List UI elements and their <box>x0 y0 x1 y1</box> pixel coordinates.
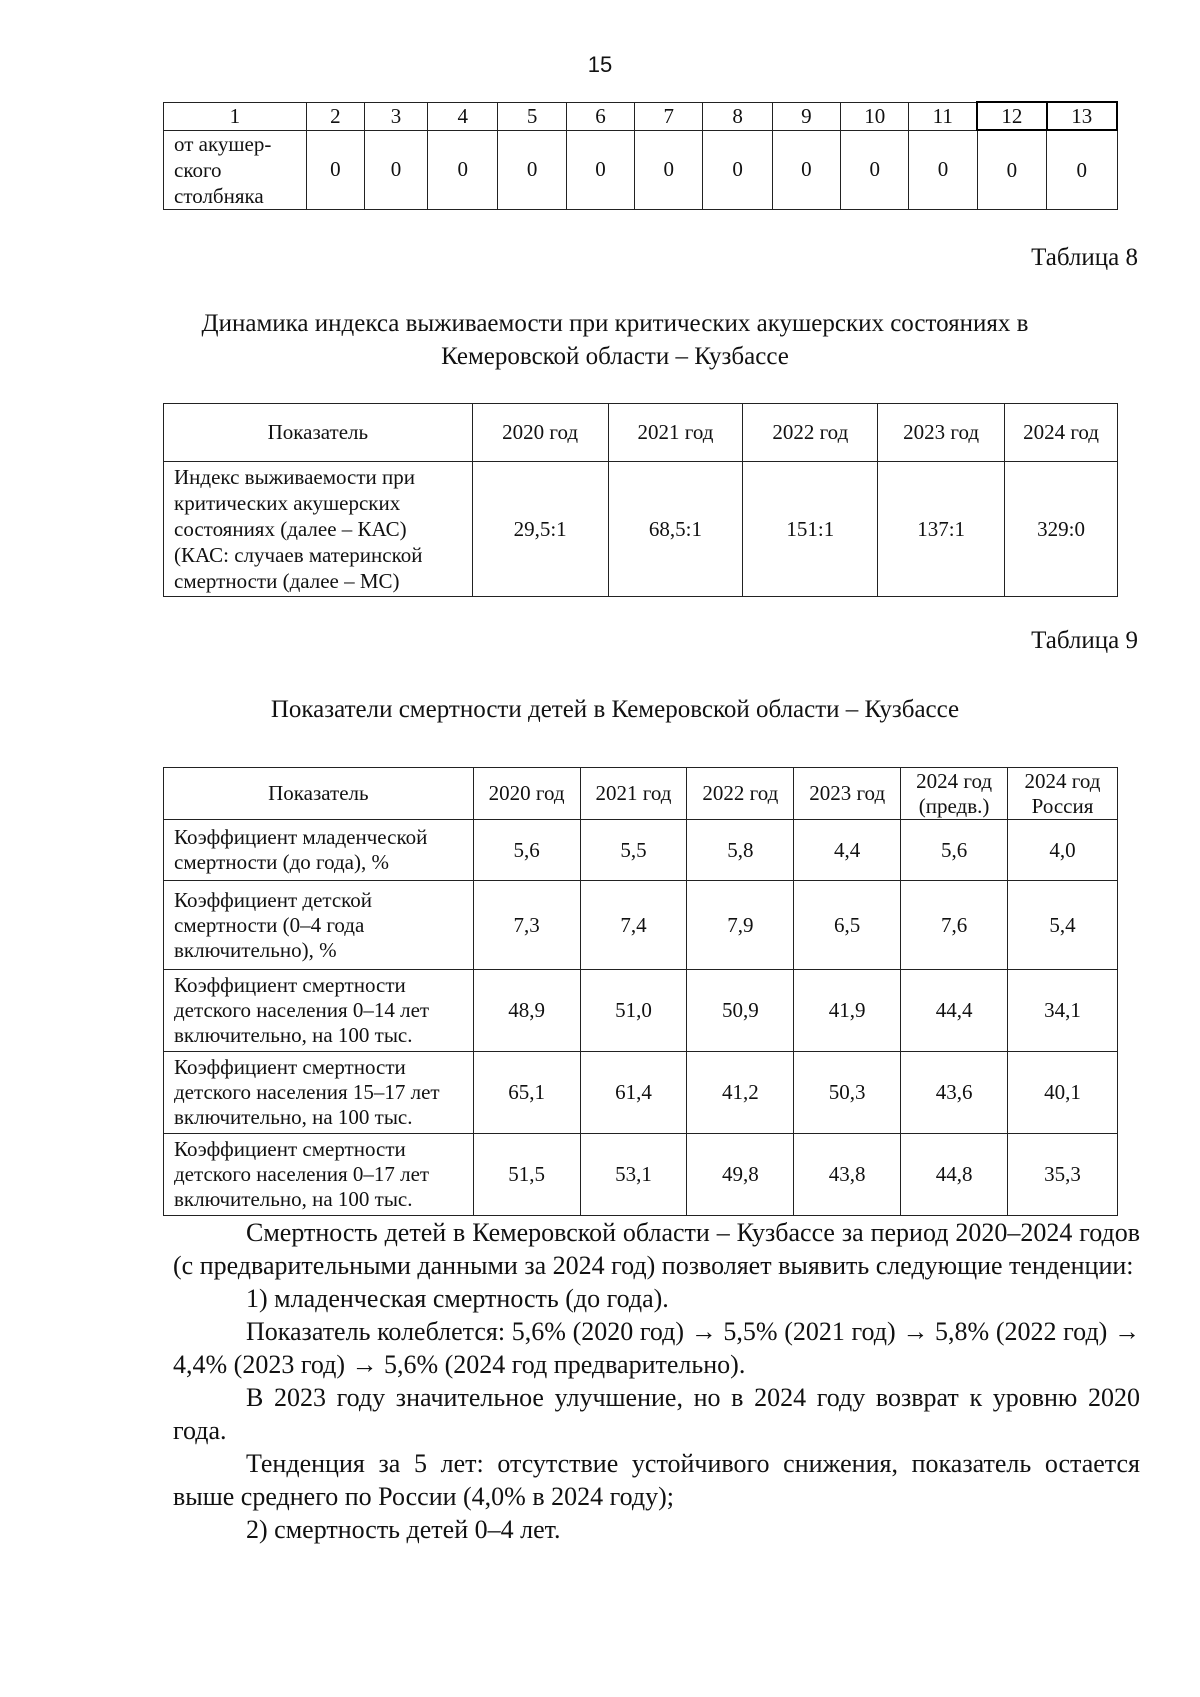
table-cell: 0 <box>1047 130 1117 210</box>
table-row <box>164 130 1118 210</box>
row-label: Коэффициент смертности детского населения 0–17 лет включительно, на 100 тыс. <box>164 1134 474 1216</box>
table-cell: 5,6 <box>473 820 580 881</box>
col-header: 3 <box>364 102 427 130</box>
table9-caption: Таблица 9 <box>1031 627 1138 654</box>
table-cell: 5,4 <box>1008 881 1118 970</box>
table-cell: 35,3 <box>1008 1134 1118 1216</box>
table-cell: 5,6 <box>901 820 1008 881</box>
row-label: Коэффициент смертности детского населения 15–17 лет включительно, на 100 тыс. <box>164 1052 474 1134</box>
table8-caption: Таблица 8 <box>1031 244 1138 271</box>
table-cell: 50,3 <box>794 1052 901 1134</box>
col-header: 12 <box>977 102 1046 130</box>
row-label: Коэффициент смертности детского населения 0–14 лет включительно, на 100 тыс. <box>164 970 474 1052</box>
table-cell: 7,6 <box>901 881 1008 970</box>
table-row <box>164 881 1118 970</box>
paragraph: Смертность детей в Кемеровской области – Кузбассе за период 2020–2024 годов (с предварительными данными за 2024 год) позволяет выявить следующие тенденции: <box>173 1218 1140 1280</box>
table-cell: 44,8 <box>901 1134 1008 1216</box>
table-cell: 0 <box>703 130 772 210</box>
table-cell: 6,5 <box>794 881 901 970</box>
table-row <box>164 462 1118 597</box>
col-header: 13 <box>1047 102 1117 130</box>
col-header: 7 <box>635 102 703 130</box>
table-cell: 48,9 <box>473 970 580 1052</box>
table-header-row <box>164 102 1118 130</box>
col-header: 2022 год <box>743 404 878 462</box>
table-cell: 61,4 <box>580 1052 687 1134</box>
col-header: 2021 год <box>580 768 687 820</box>
table8-title: Динамика индекса выживаемости при критических акушерских состояниях в Кемеровской области – Кузбассе <box>201 310 1029 370</box>
table-cell: 49,8 <box>687 1134 794 1216</box>
table-cell: 0 <box>364 130 427 210</box>
table-cell: 0 <box>977 130 1046 210</box>
paragraph: Тенденция за 5 лет: отсутствие устойчивого снижения, показатель остается выше среднего по России (4,0% в 2024 году); <box>173 1449 1140 1511</box>
table-cell: 0 <box>841 130 909 210</box>
table-cell: 41,2 <box>687 1052 794 1134</box>
table-row <box>164 1134 1118 1216</box>
table-cell: 50,9 <box>687 970 794 1052</box>
table8 <box>163 403 1118 597</box>
row-label: Коэффициент младенческой смертности (до года), % <box>164 820 474 881</box>
table-cell: 4,4 <box>794 820 901 881</box>
col-header: Показатель <box>164 768 474 820</box>
table-row <box>164 1052 1118 1134</box>
table-cell: 0 <box>498 130 566 210</box>
table-cell: 65,1 <box>473 1052 580 1134</box>
table-cell: 151:1 <box>743 462 878 597</box>
col-header: 2024 год (предв.) <box>901 768 1008 820</box>
col-header: 2022 год <box>687 768 794 820</box>
col-header: 2021 год <box>608 404 743 462</box>
table-cell: 0 <box>566 130 634 210</box>
col-header: 6 <box>566 102 634 130</box>
table-cell: 0 <box>306 130 364 210</box>
table-cell: 7,3 <box>473 881 580 970</box>
table-cell: 53,1 <box>580 1134 687 1216</box>
table-row <box>164 970 1118 1052</box>
paragraph: В 2023 году значительное улучшение, но в 2024 году возврат к уровню 2020 года. <box>173 1383 1140 1445</box>
table9 <box>163 767 1118 1216</box>
table-row <box>164 820 1118 881</box>
row-label: Индекс выживаемости при критических акушерских состояниях (далее – КАС) (КАС: случаев материнской смертности (далее – МС) <box>164 462 473 597</box>
col-header: 8 <box>703 102 772 130</box>
table-cell: 7,4 <box>580 881 687 970</box>
table-cell: 0 <box>635 130 703 210</box>
table-cell: 5,5 <box>580 820 687 881</box>
table-cell: 29,5:1 <box>472 462 608 597</box>
table-cell: 44,4 <box>901 970 1008 1052</box>
col-header: 4 <box>428 102 498 130</box>
row-label: Коэффициент детской смертности (0–4 года включительно), % <box>164 881 474 970</box>
table-cell: 0 <box>772 130 840 210</box>
row-label: от акушер- ского столбняка <box>164 130 307 210</box>
table9-title: Показатели смертности детей в Кемеровской области – Кузбассе <box>270 696 960 723</box>
table-cell: 329:0 <box>1005 462 1118 597</box>
table-cell: 0 <box>909 130 977 210</box>
col-header: 1 <box>164 102 307 130</box>
table-cell: 4,0 <box>1008 820 1118 881</box>
col-header: 2023 год <box>878 404 1005 462</box>
table-cell: 51,0 <box>580 970 687 1052</box>
table-cell: 137:1 <box>878 462 1005 597</box>
table-cell: 7,9 <box>687 881 794 970</box>
col-header: 2020 год <box>473 768 580 820</box>
col-header: 2 <box>306 102 364 130</box>
col-header: 2024 год <box>1005 404 1118 462</box>
col-header: Показатель <box>164 404 473 462</box>
paragraph: Показатель колеблется: 5,6% (2020 год) → 5,5% (2021 год) → 5,8% (2022 год) → 4,4% (2023 год) → 5,6% (2024 год предварительно). <box>173 1317 1140 1379</box>
table-header-row <box>164 768 1118 820</box>
table-cell: 43,6 <box>901 1052 1008 1134</box>
table-cell: 68,5:1 <box>608 462 743 597</box>
col-header: 5 <box>498 102 566 130</box>
body-text <box>173 1216 1140 1546</box>
table-cell: 0 <box>428 130 498 210</box>
table-cell: 43,8 <box>794 1134 901 1216</box>
paragraph: 2) смертность детей 0–4 лет. <box>246 1515 561 1544</box>
col-header: 9 <box>772 102 840 130</box>
paragraph: 1) младенческая смертность (до года). <box>246 1284 669 1313</box>
col-header: 2023 год <box>794 768 901 820</box>
table-cell: 40,1 <box>1008 1052 1118 1134</box>
col-header: 2020 год <box>472 404 608 462</box>
page-number: 15 <box>587 52 613 77</box>
col-header: 2024 год Россия <box>1008 768 1118 820</box>
table-cell: 51,5 <box>473 1134 580 1216</box>
table-cell: 41,9 <box>794 970 901 1052</box>
table-cell: 34,1 <box>1008 970 1118 1052</box>
col-header: 11 <box>909 102 977 130</box>
continuation-table <box>163 101 1118 210</box>
table-cell: 5,8 <box>687 820 794 881</box>
col-header: 10 <box>841 102 909 130</box>
table-header-row <box>164 404 1118 462</box>
